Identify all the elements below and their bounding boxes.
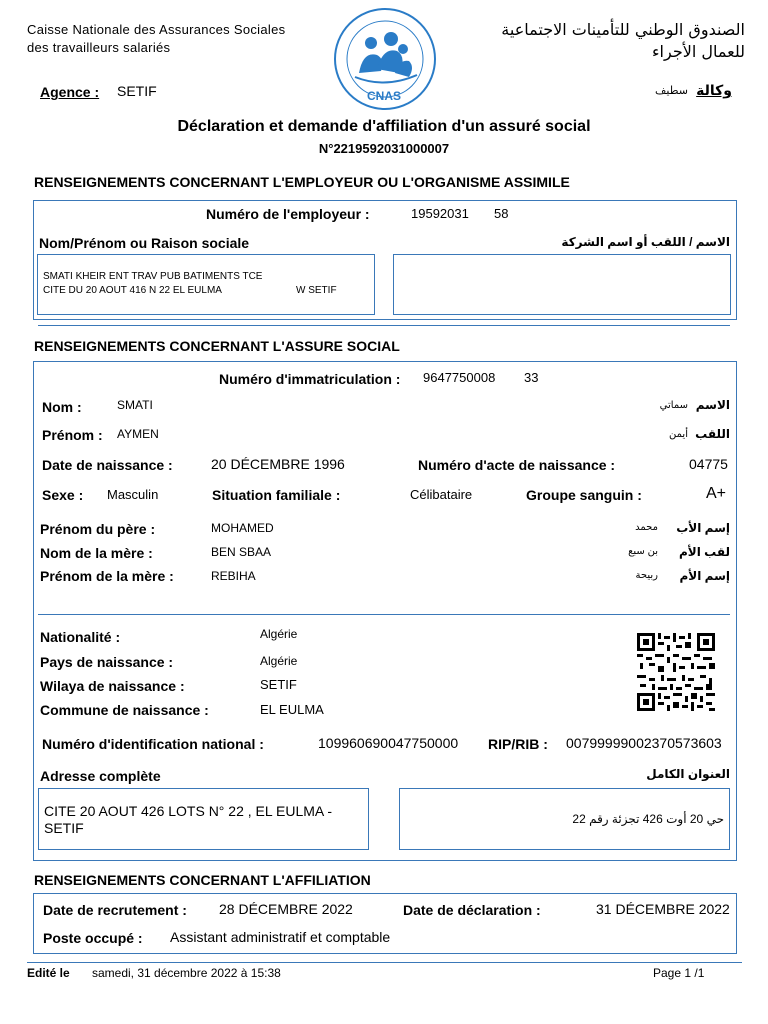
recrutement-value: 28 DÉCEMBRE 2022 [219,901,353,917]
adresse-ar: حي 20 أوت 426 تجزئة رقم 22 [572,812,724,826]
mere-nom-label: Nom de la mère : [40,545,153,561]
agence-value-ar: سطيف [655,85,688,97]
nationalite-label: Nationalité : [40,629,121,645]
org-name-fr-line2: des travailleurs salariés [27,40,171,55]
poste-value: Assistant administratif et comptable [170,929,391,945]
commune-label: Commune de naissance : [40,702,209,718]
nationalite-value: Algérie [260,627,298,641]
situation-label: Situation familiale : [212,487,341,503]
declaration-number: N°2219592031000007 [318,141,450,156]
divider [38,325,730,326]
adresse-line2: SETIF [44,820,84,836]
employer-name-box-ar [393,254,731,315]
mere-prenom-label-ar: إسم الأم [679,569,730,583]
cnas-logo [333,7,437,111]
edite-label: Edité le [27,966,70,980]
nin-value: 109960690047750000 [318,735,459,751]
nin-label: Numéro d'identification national : [42,736,264,752]
pere-label-ar: إسم الأب [676,521,730,535]
poste-label: Poste occupé : [43,930,143,946]
prenom-label-ar: اللقب [695,427,730,441]
mere-prenom-value-ar: ربيحة [635,570,658,581]
org-name-ar-line1: الصندوق الوطني للتأمينات الاجتماعية [501,20,745,39]
groupe-label: Groupe sanguin : [526,487,642,503]
nom-label-ar: الاسم [695,398,730,412]
pere-label: Prénom du père : [40,521,156,537]
agence-label-ar: وكالة [696,82,732,98]
nom-value: SMATI [117,398,153,412]
prenom-value-ar: أيمن [669,429,688,440]
declaration-value: 31 DÉCEMBRE 2022 [596,901,730,917]
prenom-value: AYMEN [117,427,159,441]
qr-code [637,633,715,711]
pays-label: Pays de naissance : [40,654,174,670]
divider [38,614,730,615]
mere-nom-value: BEN SBAA [211,545,272,559]
pays-value: Algérie [260,654,298,668]
commune-value: EL EULMA [260,702,324,717]
agence-value: SETIF [117,83,157,99]
page-number: Page 1 /1 [653,966,705,980]
employer-name-label-ar: الاسم / اللقب أو اسم الشركة [561,235,730,249]
immat-label: Numéro d'immatriculation : [219,371,401,387]
nom-label: Nom : [42,399,82,415]
page-title: Déclaration et demande d'affiliation d'un assuré social [177,118,591,135]
adresse-line1: CITE 20 AOUT 426 LOTS N° 22 , EL EULMA - [44,803,333,819]
immat-key: 33 [524,370,539,385]
rib-label: RIP/RIB : [488,736,548,752]
org-name-fr-line1: Caisse Nationale des Assurances Sociales [27,22,286,37]
agence-label: Agence : [40,84,100,100]
employer-number-label: Numéro de l'employeur : [206,206,370,222]
employer-number-key: 58 [494,206,509,221]
situation-value: Célibataire [410,487,473,502]
sexe-label: Sexe : [42,487,84,503]
edite-value: samedi, 31 décembre 2022 à 15:38 [92,966,281,980]
pere-value-ar: محمد [635,522,658,533]
groupe-value: A+ [706,485,727,502]
insured-section-title: RENSEIGNEMENTS CONCERNANT L'ASSURE SOCIAL [34,338,400,354]
prenom-label: Prénom : [42,427,103,443]
acte-value: 04775 [689,456,728,472]
employer-name-label: Nom/Prénom ou Raison sociale [39,235,250,251]
rib-value: 00799999002370573603 [566,735,722,751]
mere-nom-value-ar: بن سبع [628,546,658,557]
mere-nom-label-ar: لقب الأم [678,545,730,559]
nom-value-ar: سماتي [659,400,688,411]
wilaya-label: Wilaya de naissance : [40,678,185,694]
employer-number-value: 19592031 [411,206,469,221]
mere-prenom-value: REBIHA [211,569,256,583]
employer-section-title: RENSEIGNEMENTS CONCERNANT L'EMPLOYEUR OU L'ORGANISME ASSIMILE [34,174,570,190]
affiliation-section-title: RENSEIGNEMENTS CONCERNANT L'AFFILIATION [34,872,371,888]
dob-value: 20 DÉCEMBRE 1996 [211,456,345,472]
immat-value: 9647750008 [423,370,496,385]
adresse-label: Adresse complète [40,768,161,784]
employer-name-line2: CITE DU 20 AOUT 416 N 22 EL EULMA [43,285,222,296]
declaration-label: Date de déclaration : [403,902,541,918]
mere-prenom-label: Prénom de la mère : [40,568,174,584]
adresse-label-ar: العنوان الكامل [646,767,730,781]
adresse-box [38,788,369,850]
org-name-ar-line2: للعمال الأجراء [652,42,745,61]
sexe-value: Masculin [107,487,159,502]
logo-text: CNAS [367,89,402,103]
footer-divider [27,962,742,963]
acte-label: Numéro d'acte de naissance : [418,457,616,473]
employer-name-line2-end: W SETIF [296,285,337,296]
dob-label: Date de naissance : [42,457,173,473]
recrutement-label: Date de recrutement : [43,902,187,918]
pere-value: MOHAMED [211,521,274,535]
employer-name-line1: SMATI KHEIR ENT TRAV PUB BATIMENTS TCE [43,271,263,282]
wilaya-value: SETIF [260,677,297,692]
